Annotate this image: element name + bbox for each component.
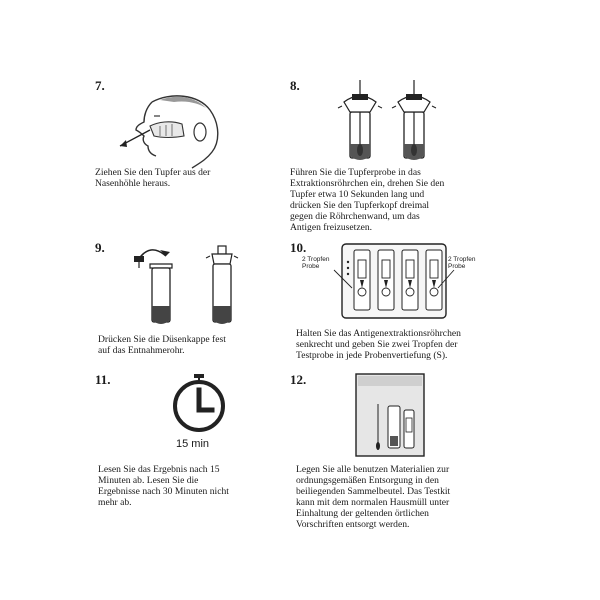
- step-12-number: 12.: [290, 372, 307, 387]
- drop-label-right: 2 Tropfen Probe: [448, 256, 476, 270]
- nozzle-cap-illustration: [120, 236, 250, 331]
- step-9-number: 9.: [95, 240, 105, 255]
- step-7-number: 7.: [95, 78, 105, 93]
- step-8-caption: Führen Sie die Tupferprobe in das Extraktionsröhrchen ein, drehen Sie den Tupfer etwa 10 Sekunden lang und drücken Sie den Tupferkopf dreimal gegen die Röhrchenwand, um das Antigen freizusetzen.: [290, 167, 445, 233]
- disposal-bag-illustration: [352, 370, 428, 460]
- step-9-caption: Drücken Sie die Düsenkappe fest auf das Entnahmerohr.: [98, 334, 226, 356]
- test-cassette-illustration: [340, 240, 450, 322]
- drop-label-left: 2 Tropfen Probe: [302, 256, 330, 270]
- step-11-caption: Lesen Sie das Ergebnis nach 15 Minuten ab. Lesen Sie die Ergebnisse nach 30 Minuten nicht mehr ab.: [98, 464, 229, 508]
- step-10-number: 10.: [290, 240, 307, 255]
- step-11-number: 11.: [95, 372, 111, 387]
- step-10-caption: Halten Sie das Antigenextraktionsröhrchen senkrecht und geben Sie zwei Tropfen der Testprobe in jede Probenvertiefung (S).: [296, 328, 461, 361]
- timer-label: 15 min: [176, 438, 210, 450]
- step-12-caption: Legen Sie alle benutzen Materialien zur ordnungsgemäßen Entsorgung in den beiliegenden Sammelbeutel. Das Testkit kann mit dem normalen Hausmüll unter Einhaltung der geltenden örtlichen Vorschriften entsorgt werden.: [296, 464, 451, 530]
- extraction-tube-illustration: [330, 80, 450, 170]
- step-7-caption: Ziehen Sie den Tupfer aus der Nasenhöhle heraus.: [95, 167, 211, 189]
- timer-icon: [162, 372, 238, 436]
- nose-swab-illustration: [100, 90, 240, 170]
- step-8-number: 8.: [290, 78, 300, 93]
